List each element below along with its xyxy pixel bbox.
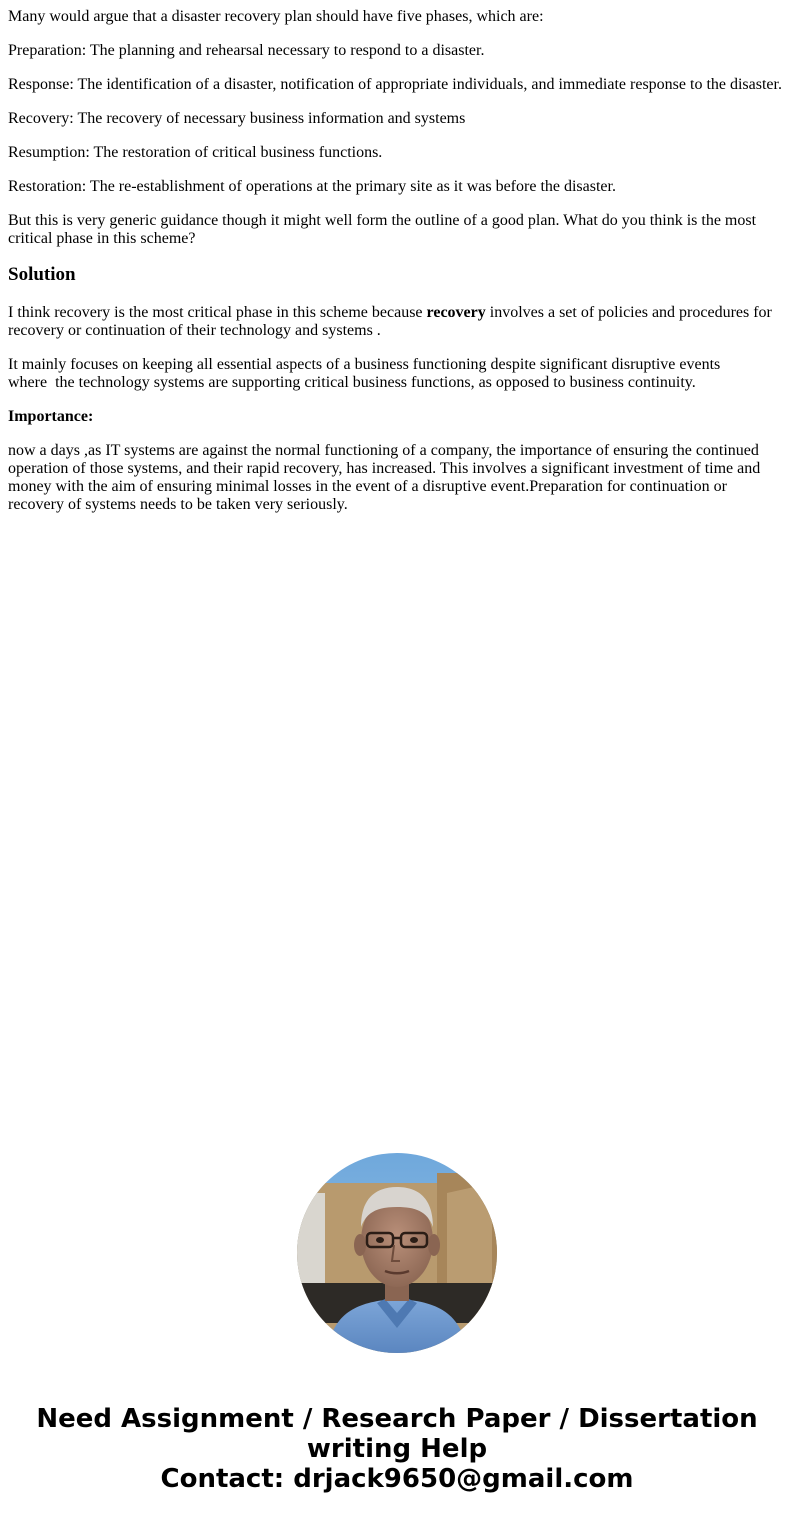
question-paragraph: But this is very generic guidance though it might well form the outline of a good plan. What do you think is the most critical phase in this scheme? [8, 212, 757, 247]
importance-heading [8, 408, 786, 426]
promo-line-2: writing Help [306, 1434, 488, 1464]
phase-recovery: Recovery: The recovery of necessary business information and systems [8, 110, 466, 127]
solution-p1-text-after: involves a set of policies and procedures for recovery or continuation of their technology and systems . [8, 304, 772, 339]
author-avatar [297, 1153, 497, 1353]
solution-p2-line-2: where the technology systems are supporting critical business functions, as opposed to business continuity. [8, 374, 696, 391]
importance-paragraph: now a days ,as IT systems are against the normal functioning of a company, the importance of ensuring the continued operation of those systems, and their rapid recovery, has increased. This involves a significant investment of time and money with the aim of ensuring minimal losses in the event of a disruptive event.Preparation for continuation or recovery of systems needs to be taken very seriously. [8, 442, 761, 513]
solution-p2-line-1: It mainly focuses on keeping all essential aspects of a business functioning despite significant disruptive events [8, 356, 721, 373]
solution-p1-text-before: I think recovery is the most critical phase in this scheme because [8, 304, 427, 321]
phase-preparation: Preparation: The planning and rehearsal necessary to respond to a disaster. [8, 42, 485, 59]
phase-resumption: Resumption: The restoration of critical business functions. [8, 144, 383, 161]
solution-paragraph-2 [8, 356, 786, 392]
phase-response: Response: The identification of a disaster, notification of appropriate individuals, and immediate response to the disaster. [8, 76, 782, 93]
author-portrait-image [297, 1153, 497, 1353]
solution-p1-bold-term: recovery [426, 304, 486, 321]
promo-contact-line: Contact: drjack9650@gmail.com [160, 1464, 634, 1494]
document-body [8, 8, 786, 530]
promo-banner [0, 1404, 794, 1494]
intro-paragraph: Many would argue that a disaster recovery plan should have five phases, which are: [8, 8, 544, 25]
promo-line-1: Need Assignment / Research Paper / Dissertation [36, 1404, 758, 1434]
solution-heading: Solution [8, 264, 76, 285]
importance-label: Importance: [8, 408, 94, 425]
phase-restoration: Restoration: The re-establishment of operations at the primary site as it was before the disaster. [8, 178, 616, 195]
solution-paragraph-1 [8, 304, 786, 340]
